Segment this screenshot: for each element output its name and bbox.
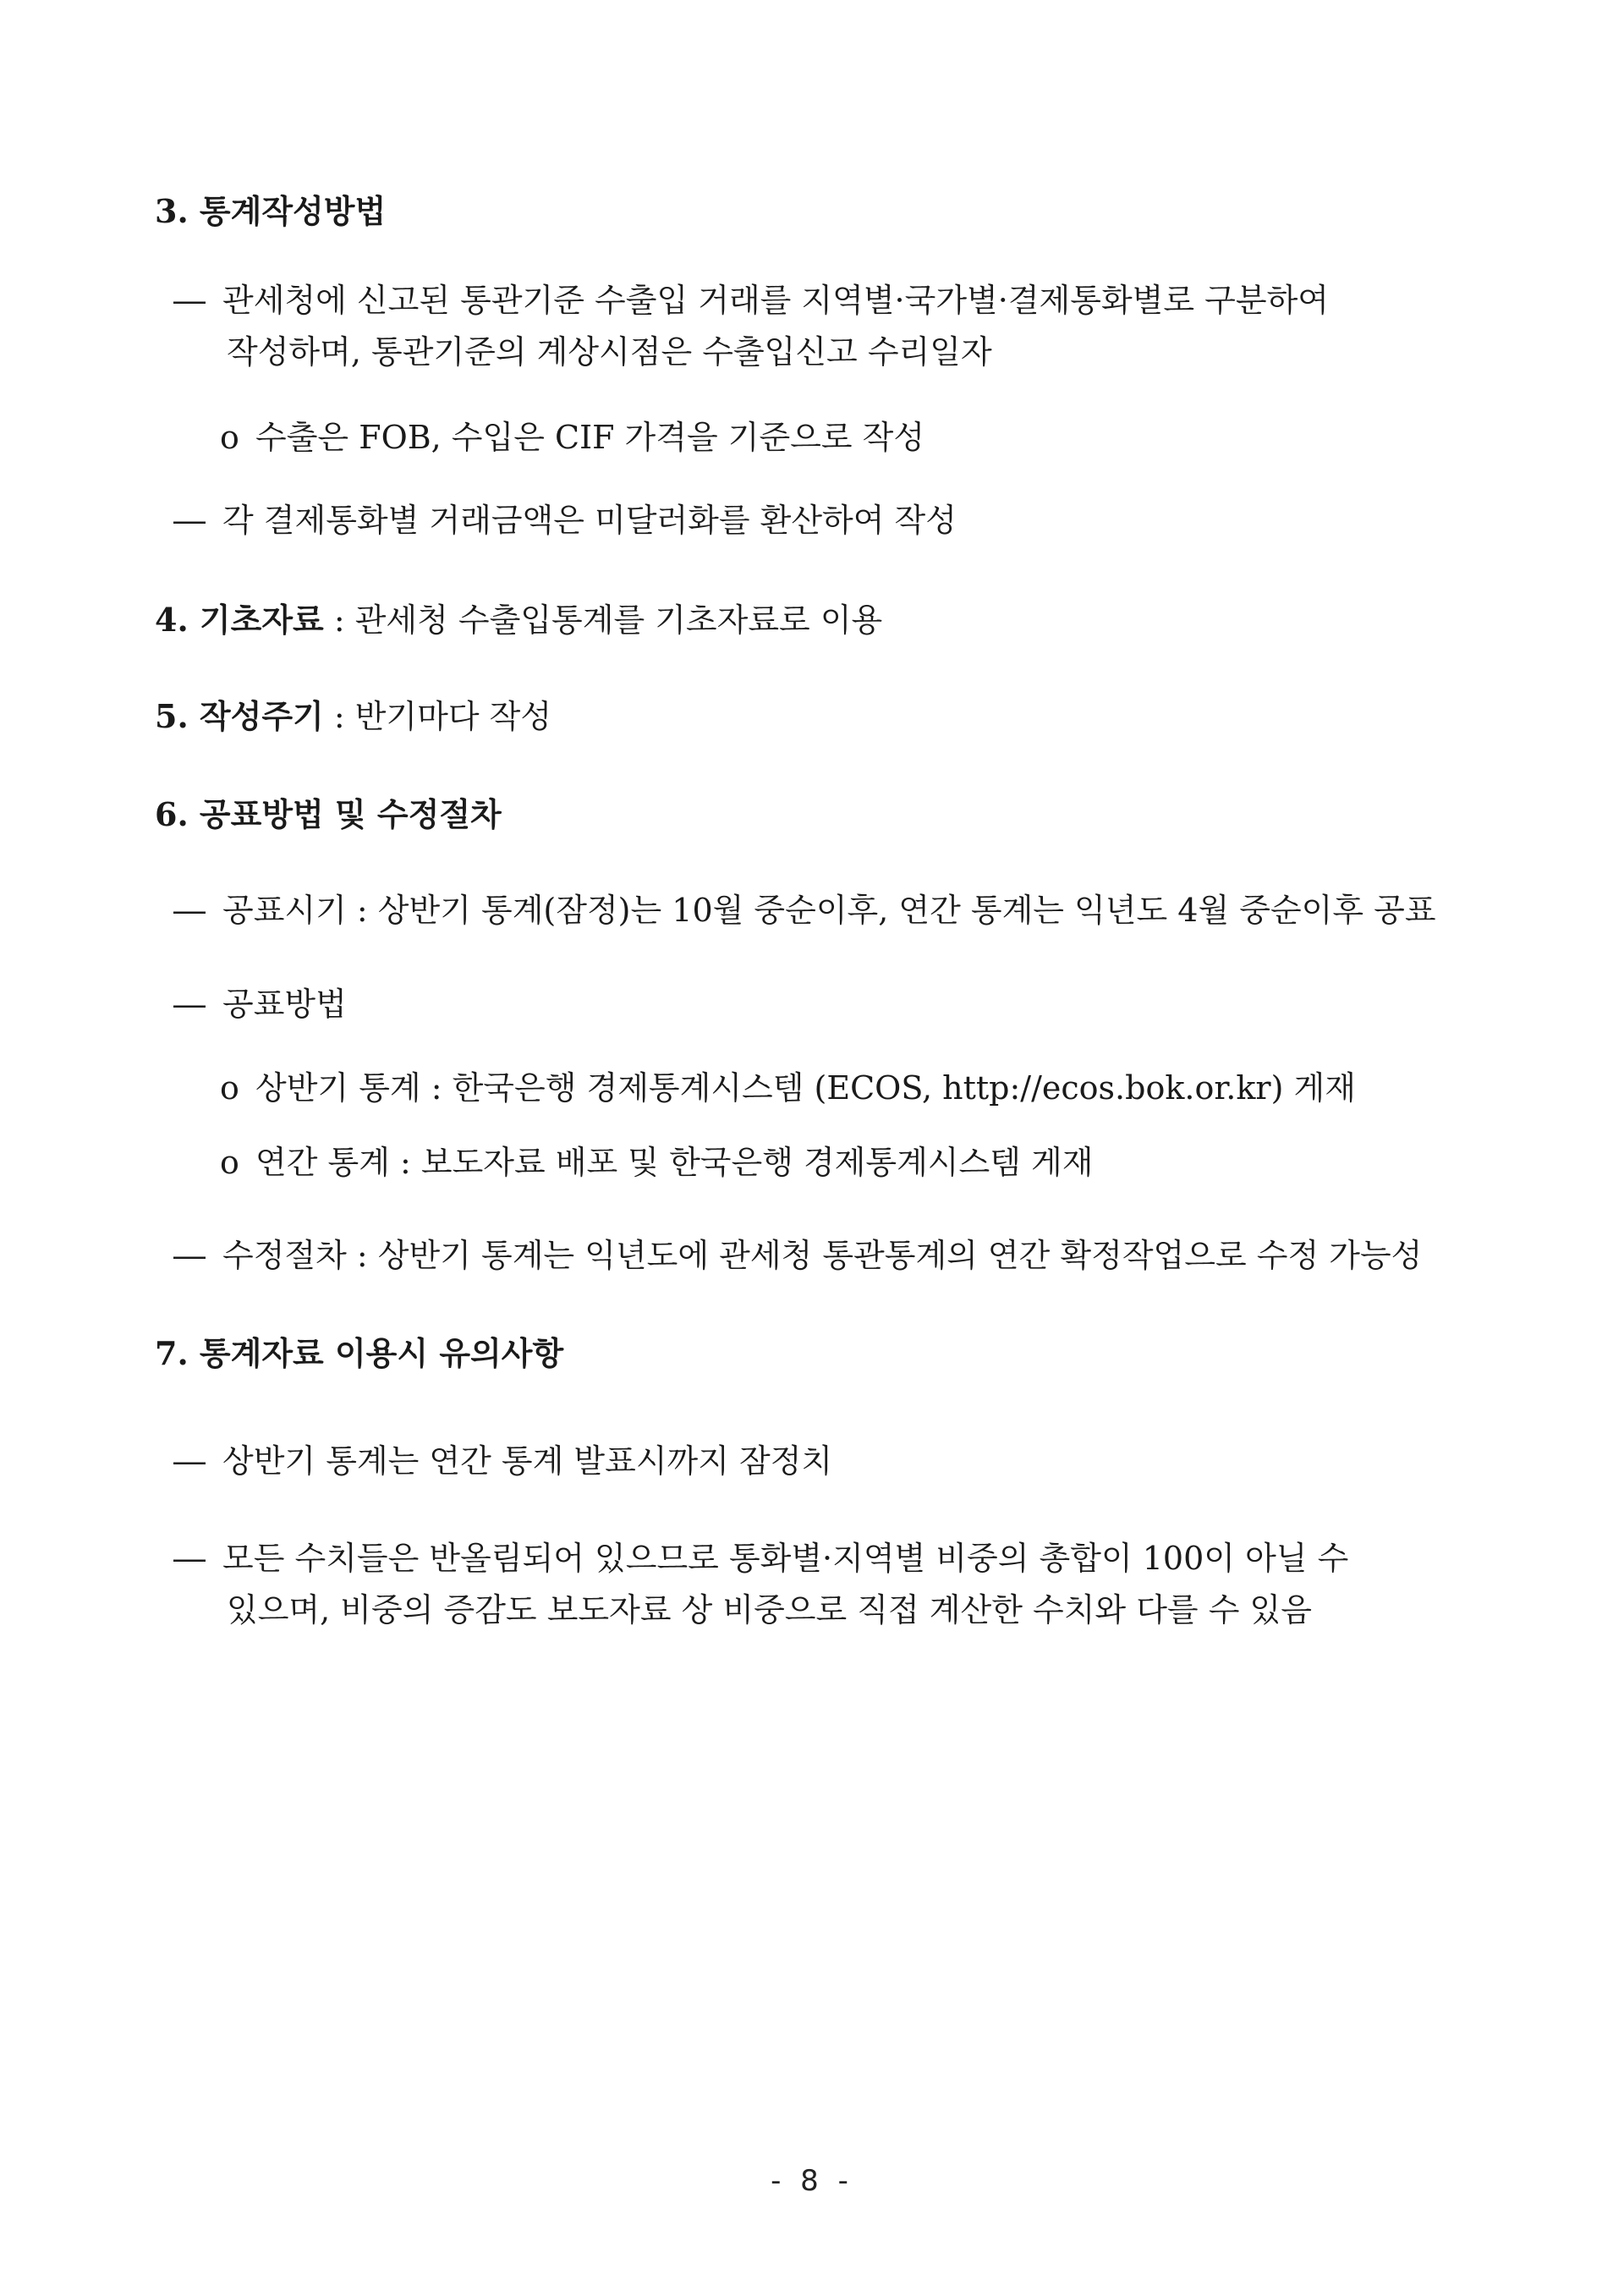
section-7-provisional-text: 상반기 통계는 연간 통계 발표시까지 잠정치 bbox=[222, 1442, 833, 1480]
section-5-heading bbox=[155, 696, 551, 737]
section-6-revision-text: 수정절차 : 상반기 통계는 익년도에 관세청 통관통계의 연간 확정작업으로 수정 가능성 bbox=[222, 1237, 1423, 1274]
section-5-label: 5. 작성주기 bbox=[155, 697, 324, 735]
section-3-item-1-line1: 관세청에 신고된 통관기준 수출입 거래를 지역별·국가별·결제통화별로 구분하여 bbox=[222, 282, 1330, 319]
section-6-annual bbox=[220, 1142, 1093, 1183]
section-6-method-text: 공표방법 bbox=[222, 986, 347, 1023]
section-7-provisional bbox=[173, 1441, 832, 1481]
section-5-description: : 반기마다 작성 bbox=[323, 698, 552, 735]
page-number: - 8 - bbox=[771, 2164, 853, 2198]
section-7-rounding-line1: 모든 수치들은 반올림되어 있으므로 통화별·지역별 비중의 총합이 100이 아닐 수 bbox=[222, 1540, 1349, 1577]
bullet-marker: o bbox=[220, 419, 239, 456]
section-7-rounding bbox=[173, 1538, 1348, 1579]
bullet-marker: o bbox=[220, 1069, 239, 1107]
section-3-heading: 3. 통계작성방법 bbox=[155, 192, 387, 230]
section-3-subitem-text: 수출은 FOB, 수입은 CIF 가격을 기준으로 작성 bbox=[255, 419, 925, 456]
section-6-timing bbox=[173, 890, 1436, 931]
section-3-subitem-fob-cif bbox=[220, 417, 924, 458]
section-7-rounding-continuation: 있으며, 비중의 증감도 보도자료 상 비중으로 직접 계산한 수치와 다를 수 있음 bbox=[227, 1591, 1312, 1629]
bullet-marker: o bbox=[220, 1144, 239, 1181]
section-6-half-year-text: 상반기 통계 : 한국은행 경제통계시스템 (ECOS, http://ecos.bok.or.kr) 게재 bbox=[255, 1069, 1356, 1107]
section-7-heading: 7. 통계자료 이용시 유의사항 bbox=[155, 1334, 564, 1372]
dash-marker: ― bbox=[173, 1237, 206, 1274]
section-4-heading bbox=[155, 600, 882, 640]
dash-marker: ― bbox=[173, 1442, 206, 1480]
section-6-timing-text: 공표시기 : 상반기 통계(잠정)는 10월 중순이후, 연간 통계는 익년도 4월 중순이후 공표 bbox=[222, 892, 1436, 929]
dash-marker: ― bbox=[173, 502, 206, 539]
section-3-item-1-continuation: 작성하며, 통관기준의 계상시점은 수출입신고 수리일자 bbox=[227, 333, 992, 371]
dash-marker: ― bbox=[173, 892, 206, 929]
section-3-item-2 bbox=[173, 500, 957, 541]
section-4-description: : 관세청 수출입통계를 기초자료로 이용 bbox=[323, 601, 883, 639]
section-6-annual-text: 연간 통계 : 보도자료 배포 및 한국은행 경제통계시스템 게재 bbox=[255, 1144, 1094, 1181]
section-6-method bbox=[173, 984, 347, 1024]
section-6-revision bbox=[173, 1235, 1422, 1276]
dash-marker: ― bbox=[173, 986, 206, 1023]
dash-marker: ― bbox=[173, 282, 206, 319]
section-6-heading: 6. 공표방법 및 수정절차 bbox=[155, 795, 502, 833]
dash-marker: ― bbox=[173, 1540, 206, 1577]
section-3-item-1 bbox=[173, 280, 1329, 321]
section-4-label: 4. 기초자료 bbox=[155, 601, 324, 639]
section-3-item-2-text: 각 결제통화별 거래금액은 미달러화를 환산하여 작성 bbox=[222, 502, 957, 539]
section-6-half-year bbox=[220, 1068, 1356, 1108]
